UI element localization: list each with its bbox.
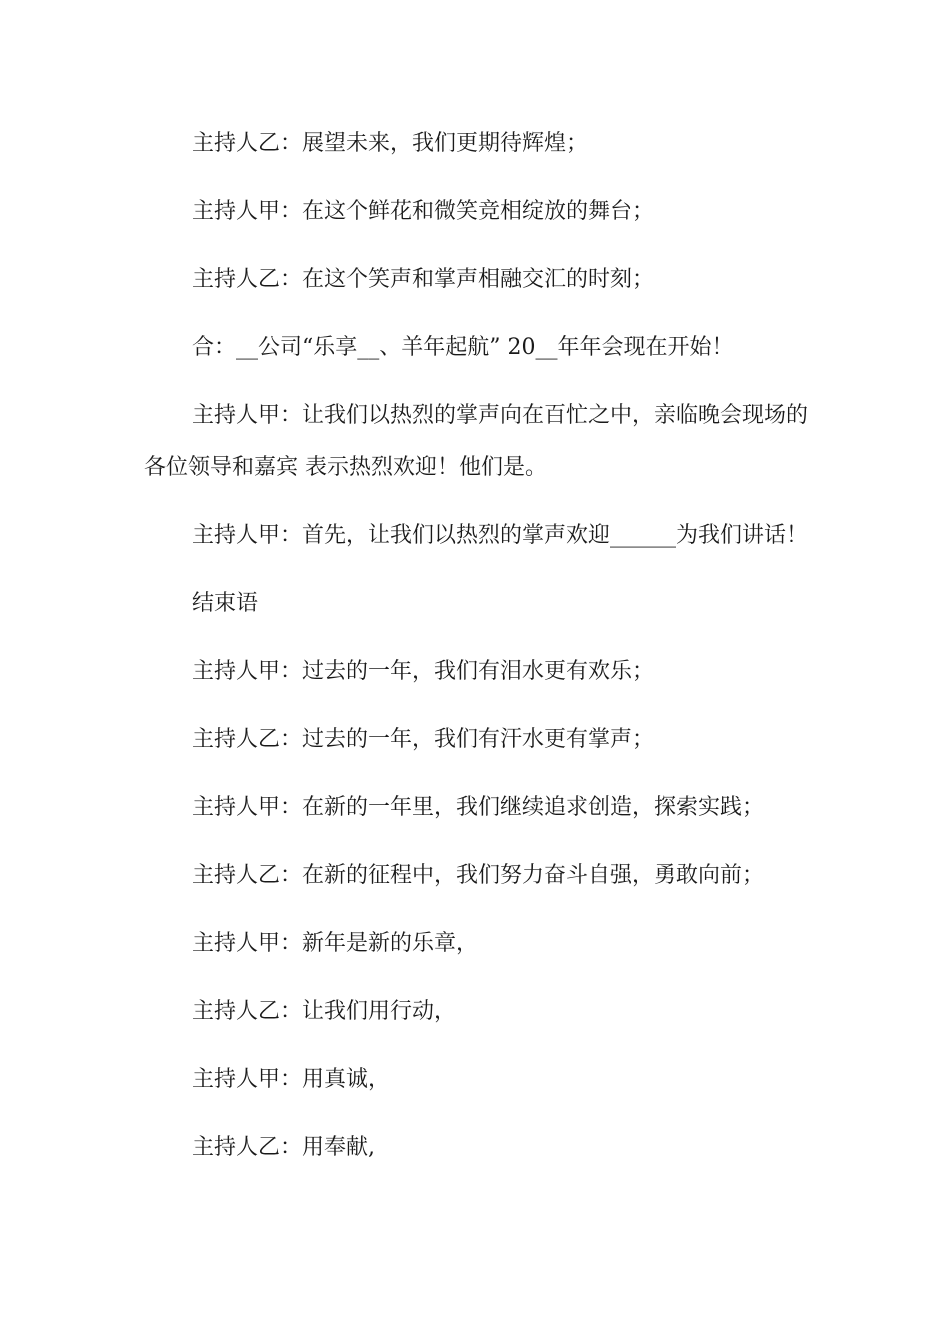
- paragraph-host-b-future: 主持人乙：展望未来，我们更期待辉煌；: [192, 131, 589, 156]
- paragraph-host-a-sincerity: 主持人甲：用真诚，: [192, 1067, 391, 1092]
- document-body: [144, 118, 808, 1190]
- paragraph-host-b-past-year-applause: 主持人乙：过去的一年，我们有汗水更有掌声；: [192, 727, 655, 752]
- paragraph-host-a-welcome-guests: 主持人甲：让我们以热烈的掌声向在百忙之中，亲临晚会现场的各位领导和嘉宾 表示热烈欢迎！他们是。: [144, 403, 809, 480]
- paragraph-host-a-speech: 主持人甲：首先，让我们以热烈的掌声欢迎______为我们讲话！: [192, 523, 809, 548]
- paragraph-host-a-past-year-joy: 主持人甲：过去的一年，我们有泪水更有欢乐；: [192, 659, 655, 684]
- paragraph-host-a-new-year: 主持人甲：在新的一年里，我们继续追求创造，探索实践；: [192, 795, 765, 820]
- paragraph-host-a-new-chapter: 主持人甲：新年是新的乐章，: [192, 931, 479, 956]
- paragraph-host-b-dedication: 主持人乙：用奉献,: [192, 1135, 375, 1160]
- paragraph-host-a-stage: 主持人甲：在这个鲜花和微笑竞相绽放的舞台；: [192, 199, 655, 224]
- paragraph-host-b-action: 主持人乙：让我们用行动，: [192, 999, 457, 1024]
- section-heading-closing: 结束语: [192, 591, 259, 616]
- paragraph-host-b-new-journey: 主持人乙：在新的征程中，我们努力奋斗自强，勇敢向前；: [192, 863, 765, 888]
- paragraph-together-start: 合：__公司“乐享__、羊年起航” 20__年年会现在开始！: [192, 335, 734, 360]
- paragraph-host-b-moment: 主持人乙：在这个笑声和掌声相融交汇的时刻；: [192, 267, 655, 292]
